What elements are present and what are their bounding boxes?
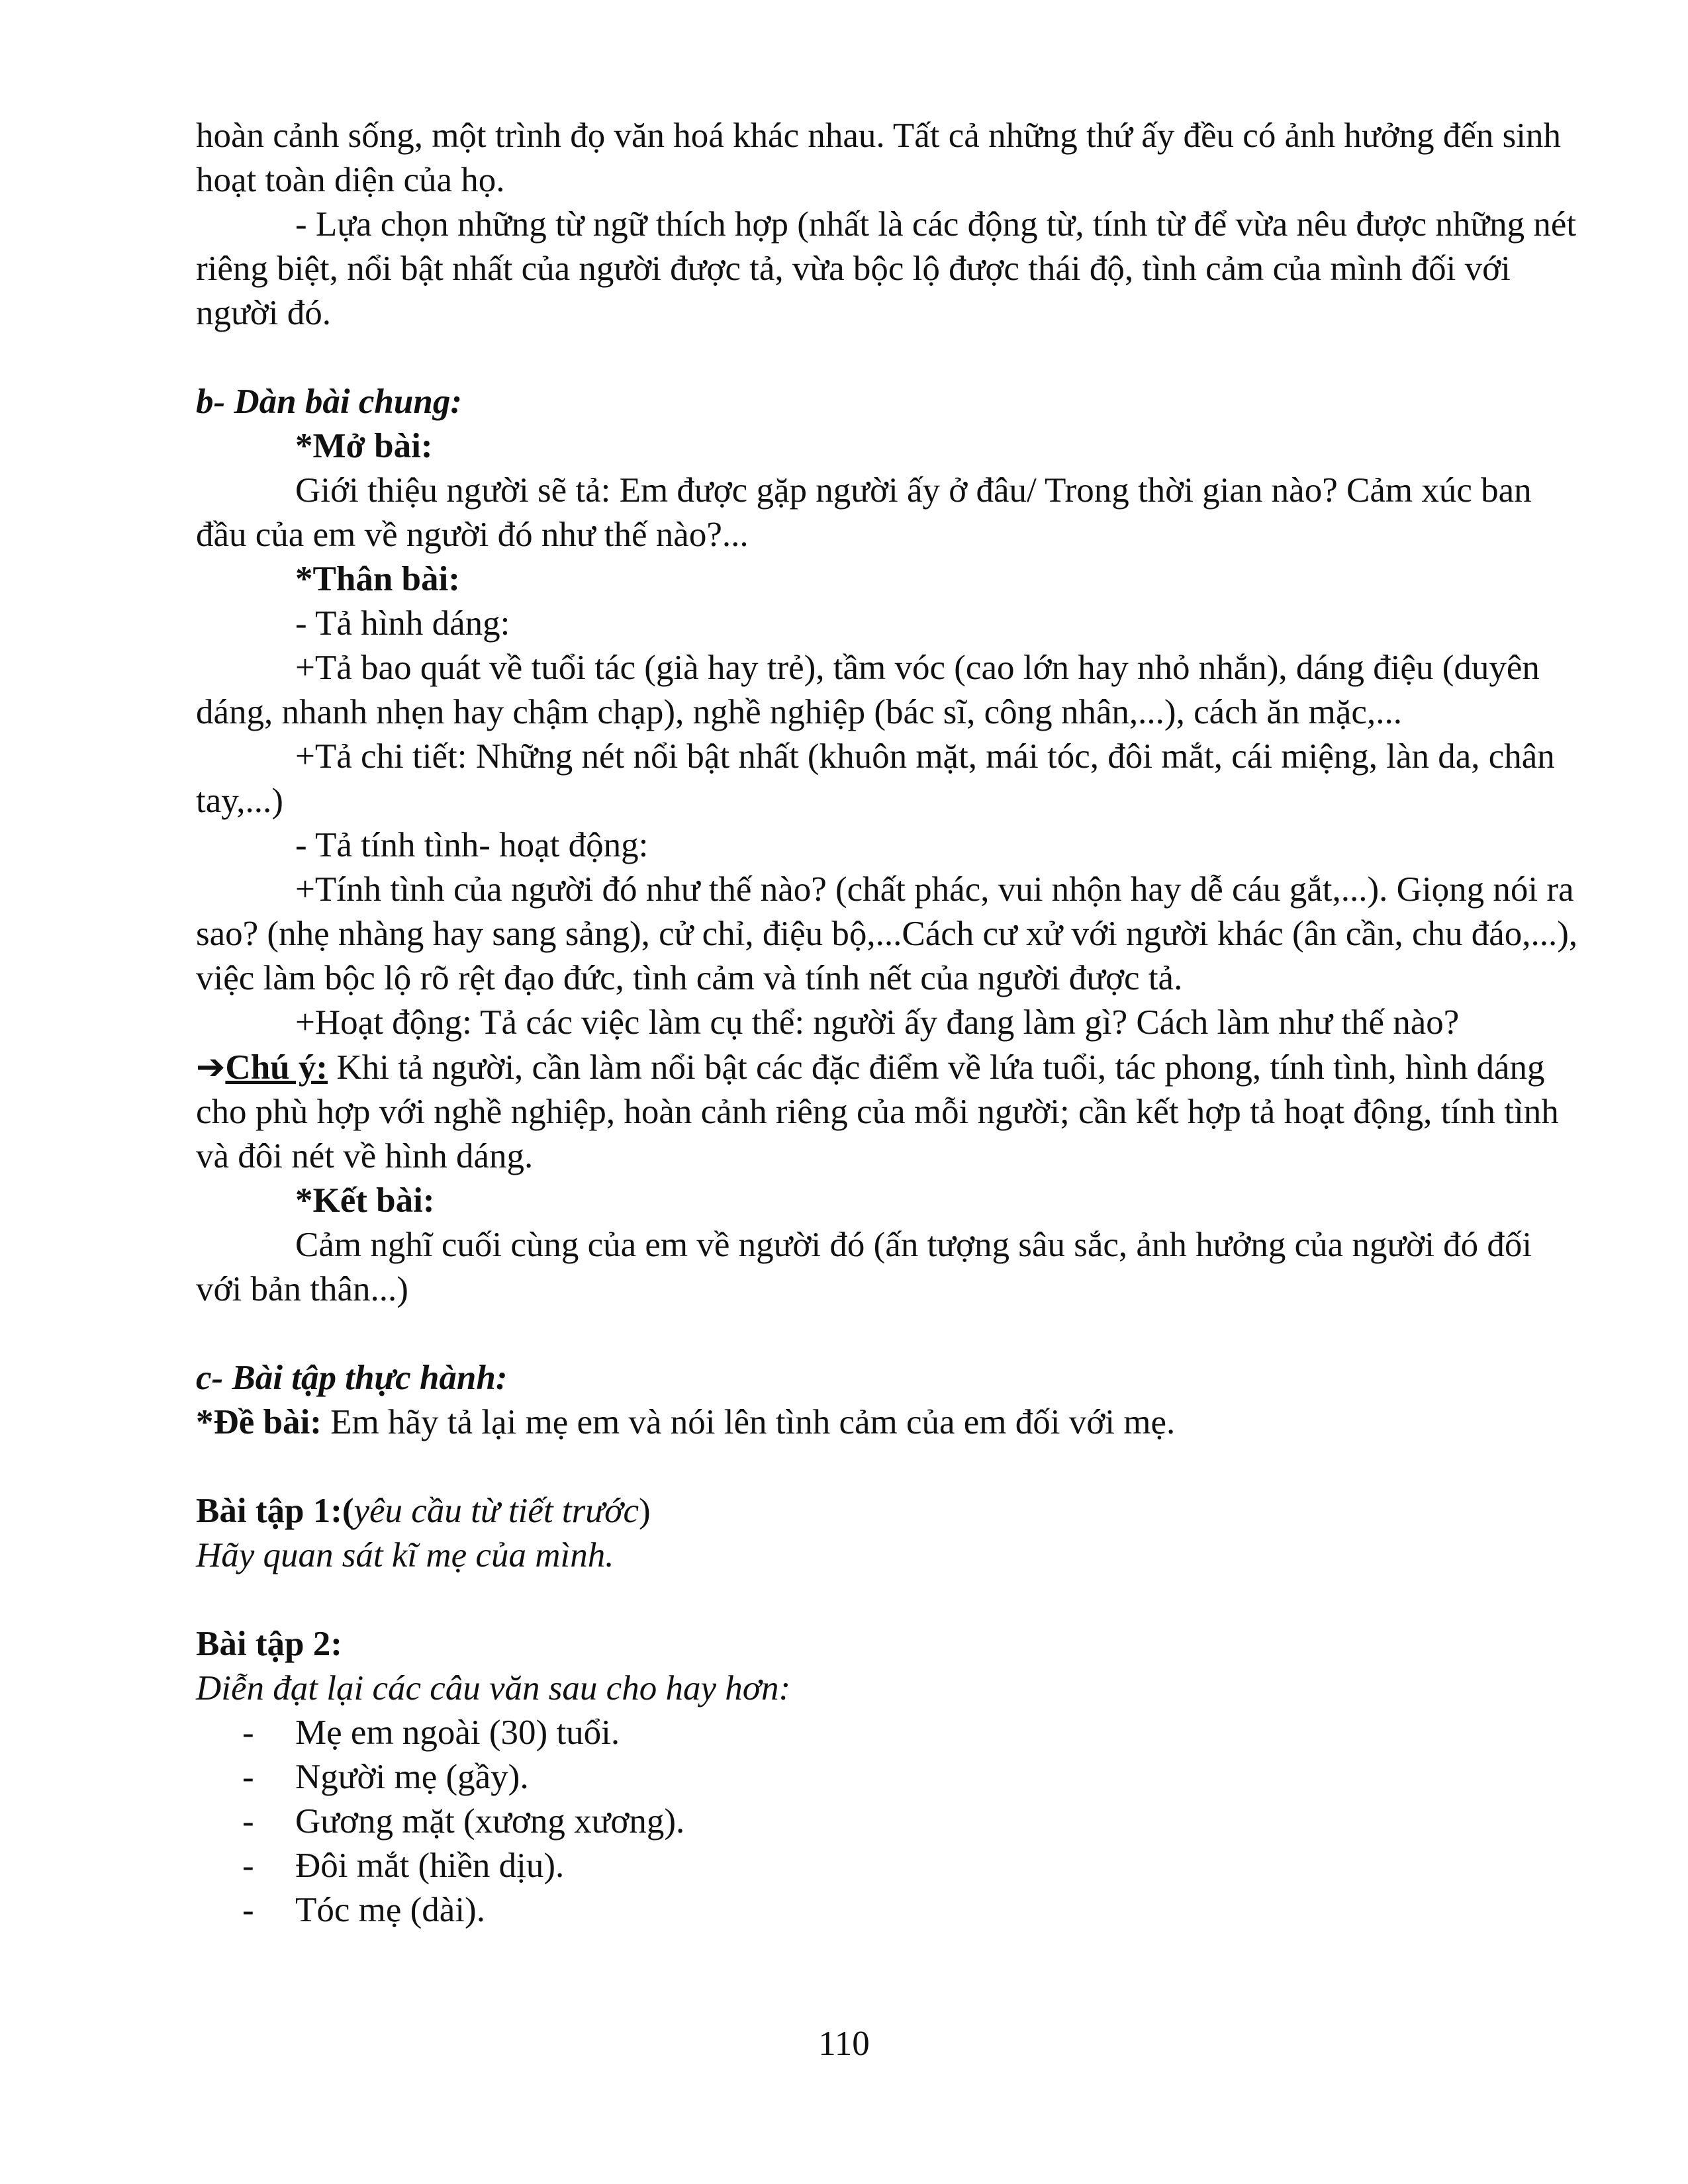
page-number: 110 (818, 2025, 870, 2063)
list-item-text: Mẹ em ngoài (30) tuổi. (295, 1713, 620, 1752)
bai-tap-1-text: Hãy quan sát kĩ mẹ của mình. (196, 1536, 614, 1574)
de-bai-label: *Đề bài: (196, 1403, 322, 1441)
hoat-dong-text: +Hoạt động: Tả các việc làm cụ thể: người ấy đang làm gì? Cách làm như thế nào? (295, 1003, 1460, 1042)
list-item (196, 1799, 1586, 1844)
chu-y-label: Chú ý: (225, 1048, 328, 1087)
tinh-tinh-label: - Tả tính tình- hoạt động: (295, 826, 649, 864)
bai-tap-2-instruction: Diễn đạt lại các câu văn sau cho hay hơn: (196, 1669, 791, 1707)
list-item-text: Tóc mẹ (dài). (295, 1891, 485, 1929)
mo-bai-label: *Mở bài: (295, 427, 433, 465)
de-bai (196, 1400, 1586, 1445)
section-heading-bai-tap: c- Bài tập thực hành: (196, 1359, 508, 1397)
list-item-text: Người mẹ (gầy). (295, 1758, 529, 1796)
hinh-dang-label: - Tả hình dáng: (295, 604, 510, 643)
mo-bai-text: Giới thiệu người sẽ tả: Em được gặp người ấy ở đâu/ Trong thời gian nào? Cảm xúc ban đầu của em về người đó như thế nào?... (196, 471, 1532, 554)
de-bai-text: Em hãy tả lại mẹ em và nói lên tình cảm của em đối với mẹ. (321, 1403, 1176, 1441)
bai-tap-2-list (196, 1711, 1586, 1933)
intro-paragraph: hoàn cảnh sống, một trình đọ văn hoá khác nhau. Tất cả những thứ ấy đều có ảnh hưởng đến sinh hoạt toàn diện của họ. (196, 116, 1561, 199)
document-page (196, 114, 1586, 1933)
arrow-right-icon: ➔ (196, 1047, 226, 1087)
dash-marker: - (242, 1758, 254, 1796)
tinh-tinh-text: +Tính tình của người đó như thế nào? (chất phác, vui nhộn hay dễ cáu gắt,...). Giọng nói ra sao? (nhẹ nhàng hay sang sảng), cử chỉ, điệu bộ,...Cách cư xử với người khác (ân cần, chu đáo,...), việc làm bộc lộ rõ rệt đạo đức, tình cảm và tính nết của người được tả. (196, 870, 1578, 997)
word-choice-paragraph: - Lựa chọn những từ ngữ thích hợp (nhất là các động từ, tính từ để vừa nêu được những nét riêng biệt, nổi bật nhất của người được tả, vừa bộc lộ được thái độ, tình cảm của mình đối với người đó. (196, 205, 1577, 332)
bai-tap-1-heading (196, 1489, 1586, 1533)
list-item (196, 1844, 1586, 1888)
section-heading-dan-bai: b- Dàn bài chung: (196, 383, 462, 421)
dash-marker: - (242, 1713, 254, 1752)
spacer (196, 336, 1586, 380)
list-item-text: Gương mặt (xương xương). (295, 1802, 685, 1841)
dash-marker: - (242, 1891, 254, 1929)
ket-bai-label: *Kết bài: (295, 1181, 435, 1220)
list-item (196, 1755, 1586, 1799)
ket-bai-text: Cảm nghĩ cuối cùng của em về người đó (ấn tượng sâu sắc, ảnh hưởng của người đó đối với bản thân...) (196, 1226, 1532, 1308)
chu-y-note (196, 1045, 1586, 1179)
list-item (196, 1711, 1586, 1755)
dash-marker: - (242, 1846, 254, 1885)
bai-tap-1-close: ) (638, 1492, 651, 1530)
list-item (196, 1888, 1586, 1933)
bao-quat-text: +Tả bao quát về tuổi tác (già hay trẻ), tầm vóc (cao lớn hay nhỏ nhắn), dáng điệu (duyên dáng, nhanh nhẹn hay chậm chạp), nghề nghiệp (bác sĩ, công nhân,...), cách ăn mặc,... (196, 649, 1540, 731)
spacer (196, 1445, 1586, 1489)
spacer (196, 1578, 1586, 1622)
chi-tiet-text: +Tả chi tiết: Những nét nổi bật nhất (khuôn mặt, mái tóc, đôi mắt, cái miệng, làn da, chân tay,...) (196, 737, 1555, 820)
spacer (196, 1312, 1586, 1356)
bai-tap-1-note: yêu cầu từ tiết trước (353, 1492, 639, 1530)
chu-y-text: Khi tả người, cần làm nổi bật các đặc điểm về lứa tuổi, tác phong, tính tình, hình dáng cho phù hợp với nghề nghiệp, hoàn cảnh riêng của mỗi người; cần kết hợp tả hoạt động, tính tình và đôi nét về hình dáng. (196, 1048, 1559, 1175)
bai-tap-2-label: Bài tập 2: (196, 1625, 342, 1663)
dash-marker: - (242, 1802, 254, 1841)
list-item-text: Đôi mắt (hiền dịu). (295, 1846, 565, 1885)
than-bai-label: *Thân bài: (295, 560, 460, 598)
bai-tap-1-label: Bài tập 1:( (196, 1492, 354, 1530)
